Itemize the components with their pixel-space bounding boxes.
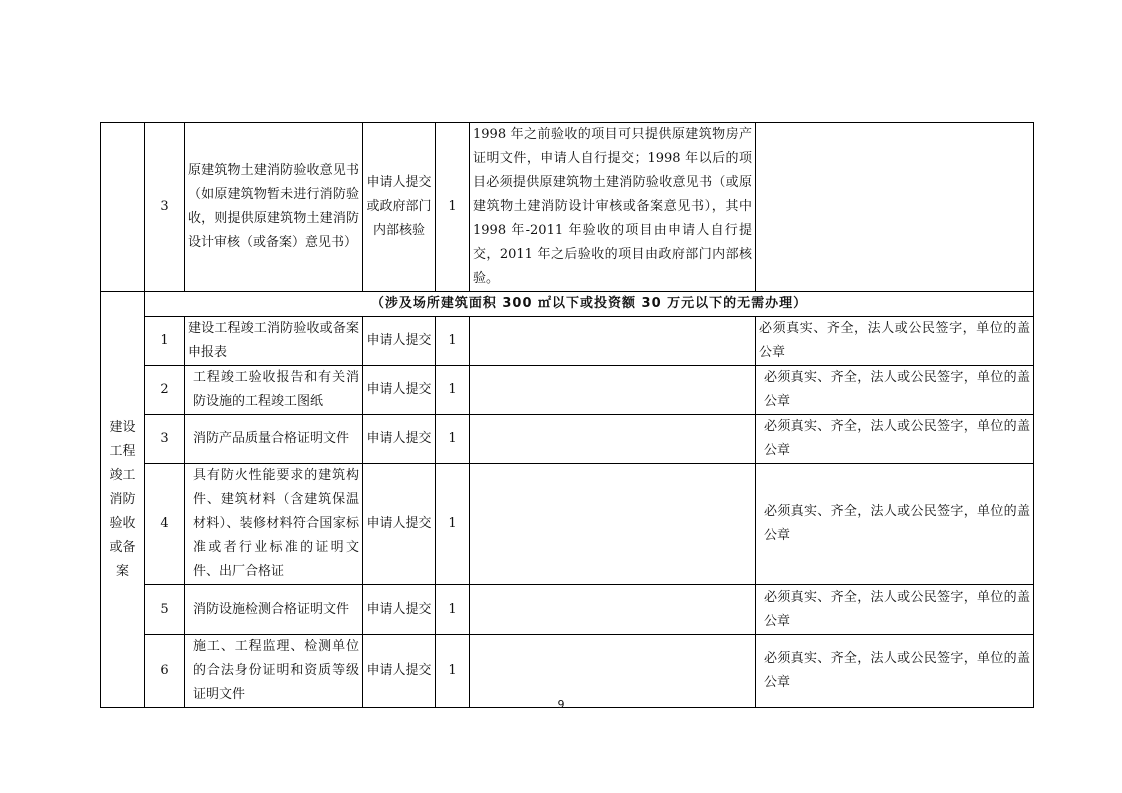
submit-method: 申请人提交: [363, 464, 436, 585]
page-number: 9: [557, 698, 565, 711]
table-row: [101, 635, 1034, 708]
row-number: 5: [145, 585, 185, 635]
row-number: 4: [145, 464, 185, 585]
material-note: [470, 415, 756, 464]
material-note: [470, 635, 756, 708]
submit-method: 申请人提交或政府部门内部核验: [363, 123, 436, 292]
material-note: [470, 585, 756, 635]
submit-method: 申请人提交: [363, 585, 436, 635]
remark: 必须真实、齐全，法人或公民签字，单位的盖公章: [756, 635, 1034, 708]
remark: 必须真实、齐全，法人或公民签字，单位的盖公章: [756, 415, 1034, 464]
row-number: 2: [145, 366, 185, 415]
table-row: [101, 123, 1034, 292]
copies: 1: [436, 585, 470, 635]
material-name: 具有防火性能要求的建筑构件、建筑材料（含建筑保温材料）、装修材料符合国家标准或者行业标准的证明文件、出厂合格证: [185, 464, 363, 585]
material-name: 工程竣工验收报告和有关消防设施的工程竣工图纸: [185, 366, 363, 415]
submit-method: 申请人提交: [363, 366, 436, 415]
section-banner: （涉及场所建筑面积 300 ㎡以下或投资额 30 万元以下的无需办理）: [145, 292, 1034, 317]
submit-method: 申请人提交: [363, 415, 436, 464]
material-note: 1998 年之前验收的项目可只提供原建筑物房产证明文件，申请人自行提交；1998 年以后的项目必须提供原建筑物土建消防验收意见书（或原建筑物土建消防设计审核或备案意见书），其中 1998 年-2011 年验收的项目由申请人自行提交，2011 年之后验收的项目由政府部门内部核验。: [470, 123, 756, 292]
material-note: [470, 464, 756, 585]
row-number: 3: [145, 415, 185, 464]
submit-method: 申请人提交: [363, 635, 436, 708]
row-number: 3: [145, 123, 185, 292]
remark: 必须真实、齐全，法人或公民签字，单位的盖公章: [756, 317, 1034, 366]
banner-row: [101, 292, 1034, 317]
materials-table: [100, 122, 1034, 708]
copies: 1: [436, 464, 470, 585]
copies: 1: [436, 415, 470, 464]
remark: 必须真实、齐全，法人或公民签字，单位的盖公章: [756, 585, 1034, 635]
section-label: 建设工程竣工消防验收或备案: [101, 292, 145, 708]
remark: [756, 123, 1034, 292]
material-name: 原建筑物土建消防验收意见书（如原建筑物暂未进行消防验收，则提供原建筑物土建消防设计审核（或备案）意见书）: [185, 123, 363, 292]
copies: 1: [436, 317, 470, 366]
table-row: [101, 366, 1034, 415]
copies: 1: [436, 123, 470, 292]
row-number: 6: [145, 635, 185, 708]
table-row: [101, 585, 1034, 635]
table-row: [101, 317, 1034, 366]
material-name: 消防产品质量合格证明文件: [185, 415, 363, 464]
submit-method: 申请人提交: [363, 317, 436, 366]
material-name: 施工、工程监理、检测单位的合法身份证明和资质等级证明文件: [185, 635, 363, 708]
material-note: [470, 317, 756, 366]
copies: 1: [436, 366, 470, 415]
section-cell-prev: [101, 123, 145, 292]
material-name: 消防设施检测合格证明文件: [185, 585, 363, 635]
table-row: [101, 464, 1034, 585]
material-note: [470, 366, 756, 415]
remark: 必须真实、齐全，法人或公民签字，单位的盖公章: [756, 366, 1034, 415]
row-number: 1: [145, 317, 185, 366]
table-row: [101, 415, 1034, 464]
material-name: 建设工程竣工消防验收或备案申报表: [185, 317, 363, 366]
copies: 1: [436, 635, 470, 708]
remark: 必须真实、齐全，法人或公民签字，单位的盖公章: [756, 464, 1034, 585]
